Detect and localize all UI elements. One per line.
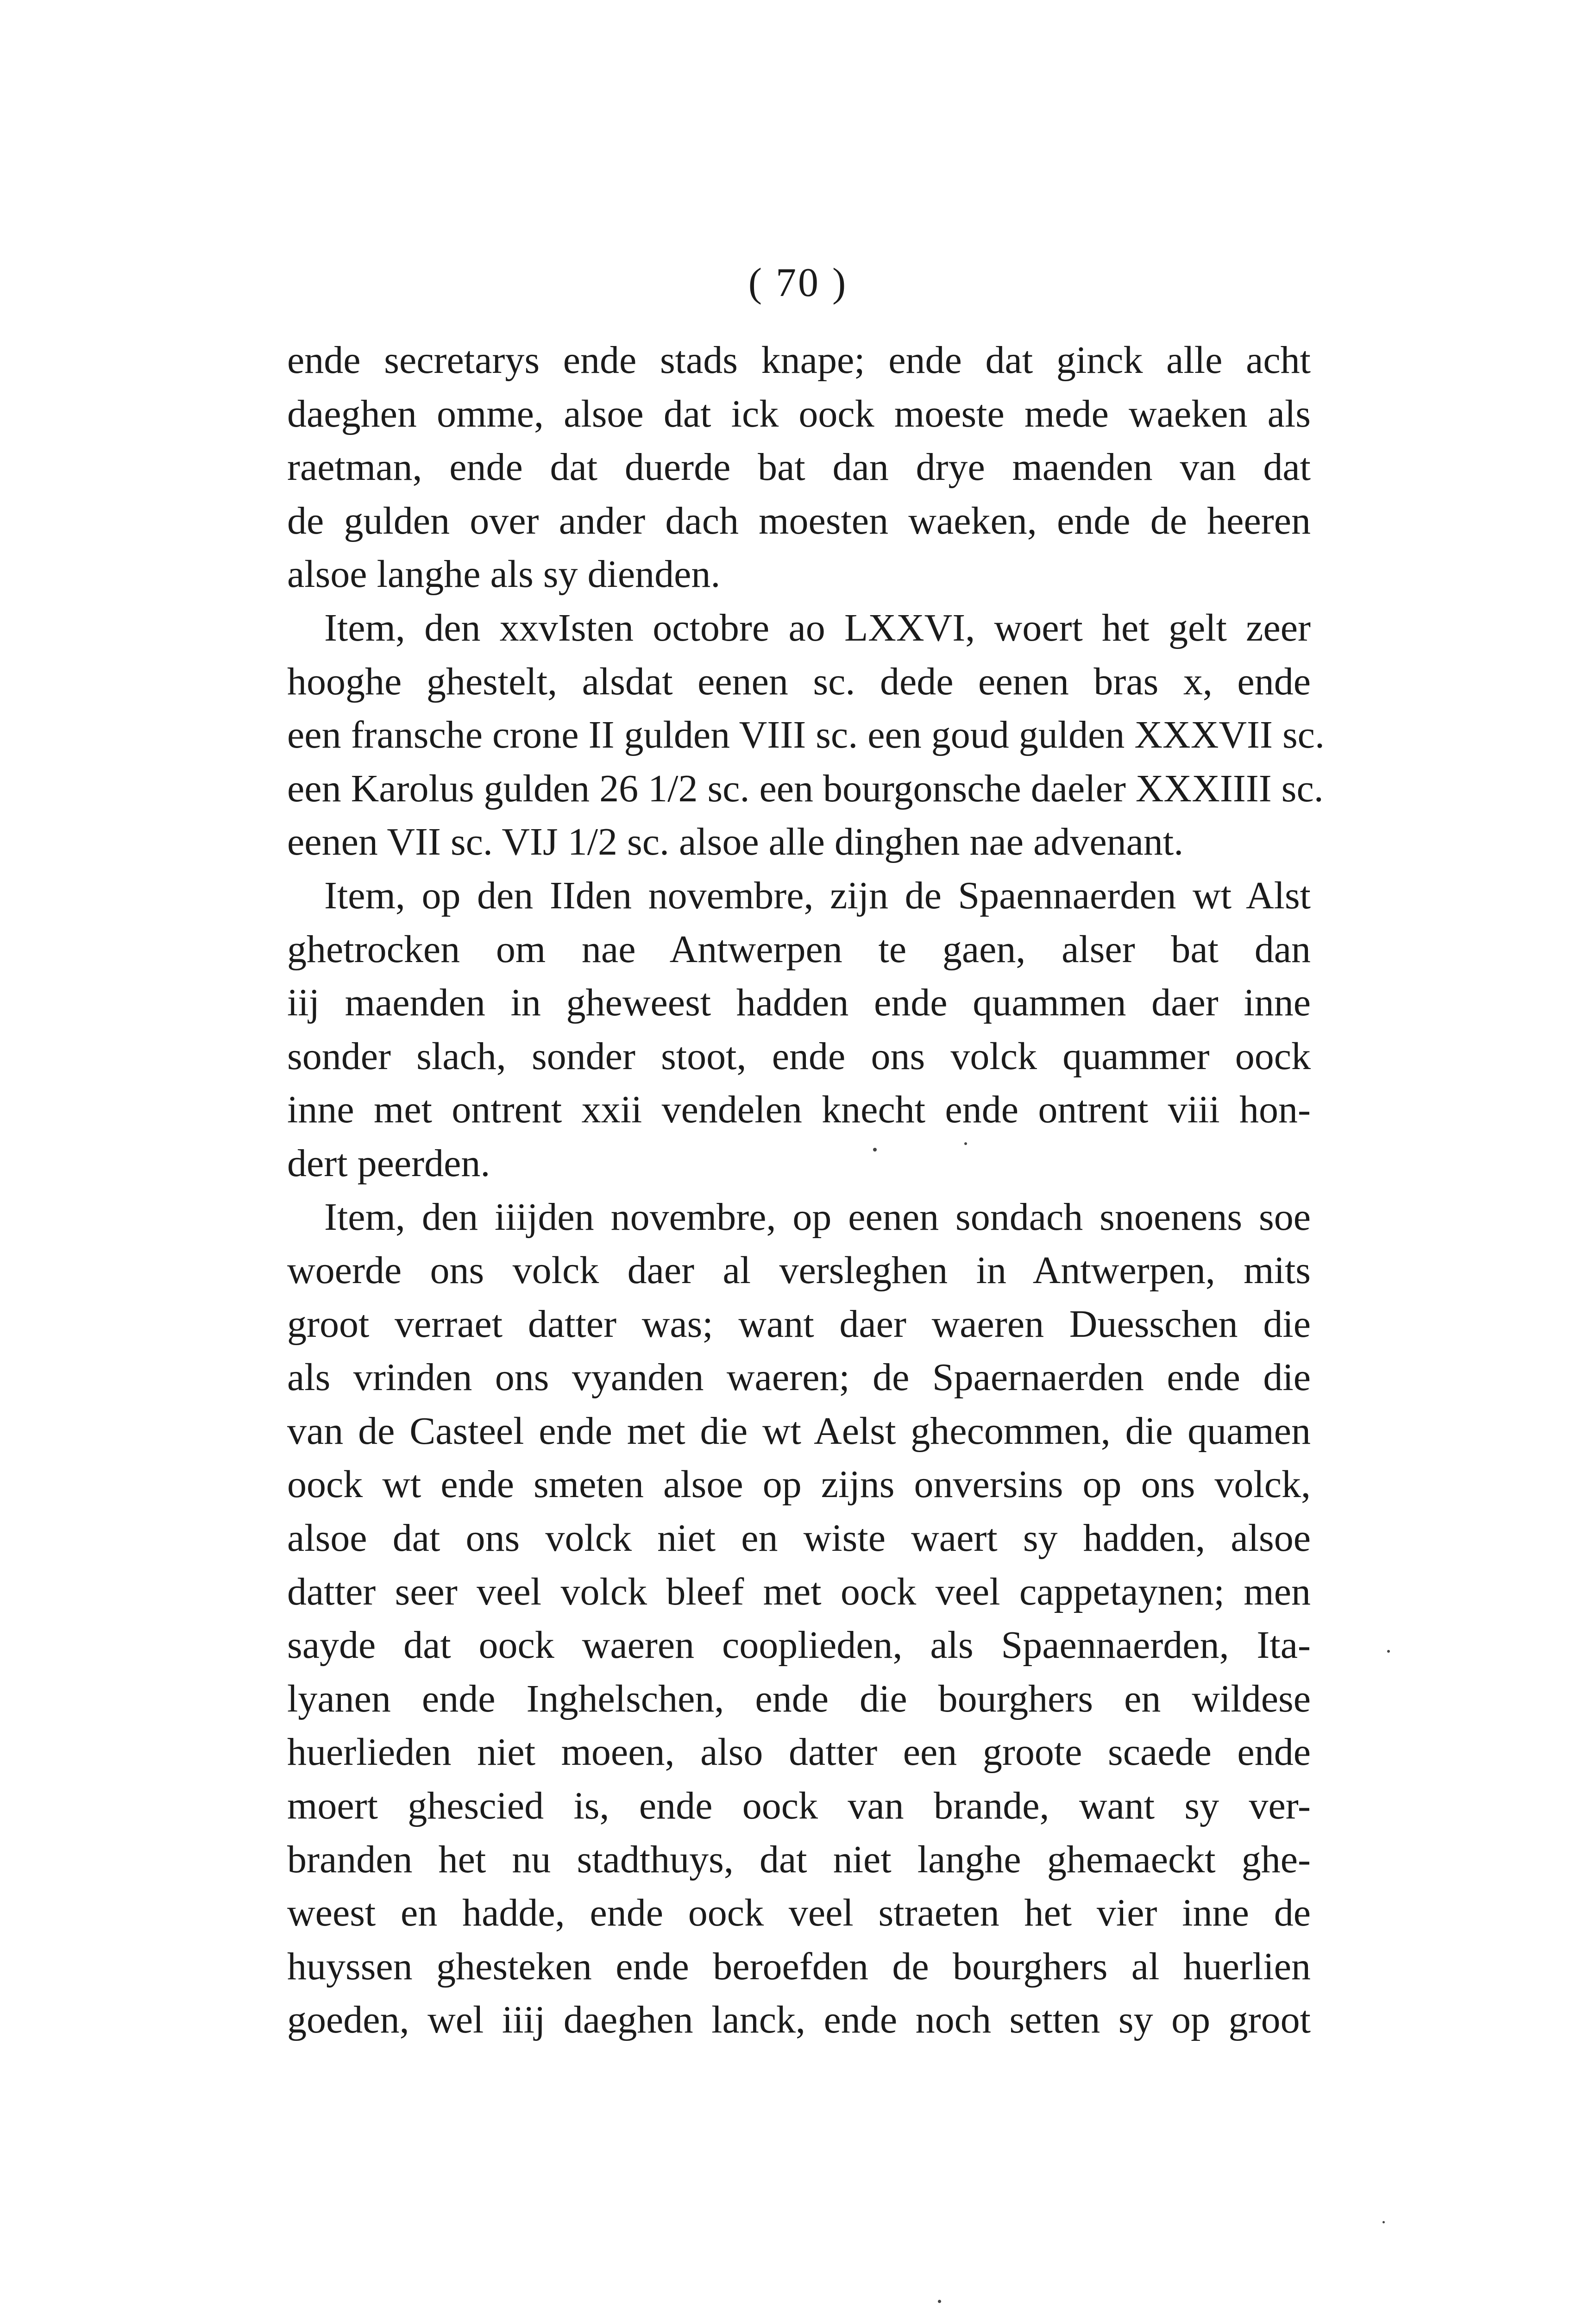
text-line: sonder slach, sonder stoot, ende ons volck quammer oock bbox=[287, 1034, 1311, 1078]
text-line: branden het nu stadthuys, dat niet langhe ghemaeckt ghe- bbox=[287, 1838, 1311, 1881]
text-line: daeghen omme, alsoe dat ick oock moeste mede waeken als bbox=[287, 392, 1311, 435]
text-line: inne met ontrent xxii vendelen knecht ende ontrent viii hon- bbox=[287, 1088, 1311, 1132]
text-line: groot verraet datter was; want daer waeren Duesschen die bbox=[287, 1302, 1311, 1346]
text-line: raetman, ende dat duerde bat dan drye maenden van dat bbox=[287, 446, 1311, 489]
text-line: hooghe ghestelt, alsdat eenen sc. dede eenen bras x, ende bbox=[287, 660, 1311, 703]
text-line: iij maenden in gheweest hadden ende quammen daer inne bbox=[287, 981, 1311, 1025]
text-line: de gulden over ander dach moesten waeken, ende de heeren bbox=[287, 499, 1311, 542]
text-line: woerde ons volck daer al versleghen in Antwerpen, mits bbox=[287, 1249, 1311, 1292]
text-line: lyanen ende Inghelschen, ende die bourghers en wildese bbox=[287, 1677, 1311, 1720]
text-line: een Karolus gulden 26 1/2 sc. een bourgonsche daeler XXXIIII sc. bbox=[287, 767, 1324, 810]
text-line: huyssen ghesteken ende beroefden de bourghers al huerlien bbox=[287, 1945, 1311, 1988]
text-line: een fransche crone II gulden VIII sc. een goud gulden XXXVII sc. bbox=[287, 713, 1325, 757]
text-line: als vrinden ons vyanden waeren; de Spaernaerden ende die bbox=[287, 1356, 1311, 1399]
text-line: alsoe langhe als sy dienden. bbox=[287, 553, 721, 596]
text-line: Item, den iiijden novembre, op eenen sondach snoenens soe bbox=[324, 1195, 1311, 1239]
text-line: moert ghescied is, ende oock van brande, want sy ver- bbox=[287, 1784, 1311, 1828]
text-line: dert peerden. bbox=[287, 1141, 490, 1185]
page-speck bbox=[873, 1148, 877, 1152]
text-line: Item, den xxvIsten octobre ao LXXVI, woert het gelt zeer bbox=[324, 606, 1311, 649]
text-line: Item, op den IIden novembre, zijn de Spaennaerden wt Alst bbox=[324, 874, 1311, 917]
page-number: ( 70 ) bbox=[748, 260, 848, 305]
page-speck bbox=[964, 1142, 967, 1145]
body-text bbox=[287, 334, 1325, 2047]
text-line: oock wt ende smeten alsoe op zijns onversins op ons volck, bbox=[287, 1463, 1311, 1506]
text-line: datter seer veel volck bleef met oock veel cappetaynen; men bbox=[287, 1570, 1311, 1613]
text-line: ende secretarys ende stads knape; ende dat ginck alle acht bbox=[287, 339, 1311, 382]
text-line: huerlieden niet moeen, also datter een groote scaede ende bbox=[287, 1731, 1311, 1774]
page-speck bbox=[938, 2300, 941, 2303]
text-line: sayde dat oock waeren cooplieden, als Spaennaerden, Ita- bbox=[287, 1624, 1311, 1667]
text-line: ghetrocken om nae Antwerpen te gaen, alser bat dan bbox=[287, 927, 1311, 971]
page-speck bbox=[1382, 2221, 1385, 2223]
text-line: van de Casteel ende met die wt Aelst ghecommen, die quamen bbox=[287, 1409, 1311, 1453]
text-line: goeden, wel iiij daeghen lanck, ende noch setten sy op groot bbox=[287, 1998, 1311, 2042]
page-speck bbox=[1387, 1650, 1390, 1653]
text-line: weest en hadde, ende oock veel straeten het vier inne de bbox=[287, 1891, 1311, 1935]
text-line: eenen VII sc. VIJ 1/2 sc. alsoe alle dinghen nae advenant. bbox=[287, 820, 1184, 864]
text-line: alsoe dat ons volck niet en wiste waert sy hadden, alsoe bbox=[287, 1517, 1311, 1560]
